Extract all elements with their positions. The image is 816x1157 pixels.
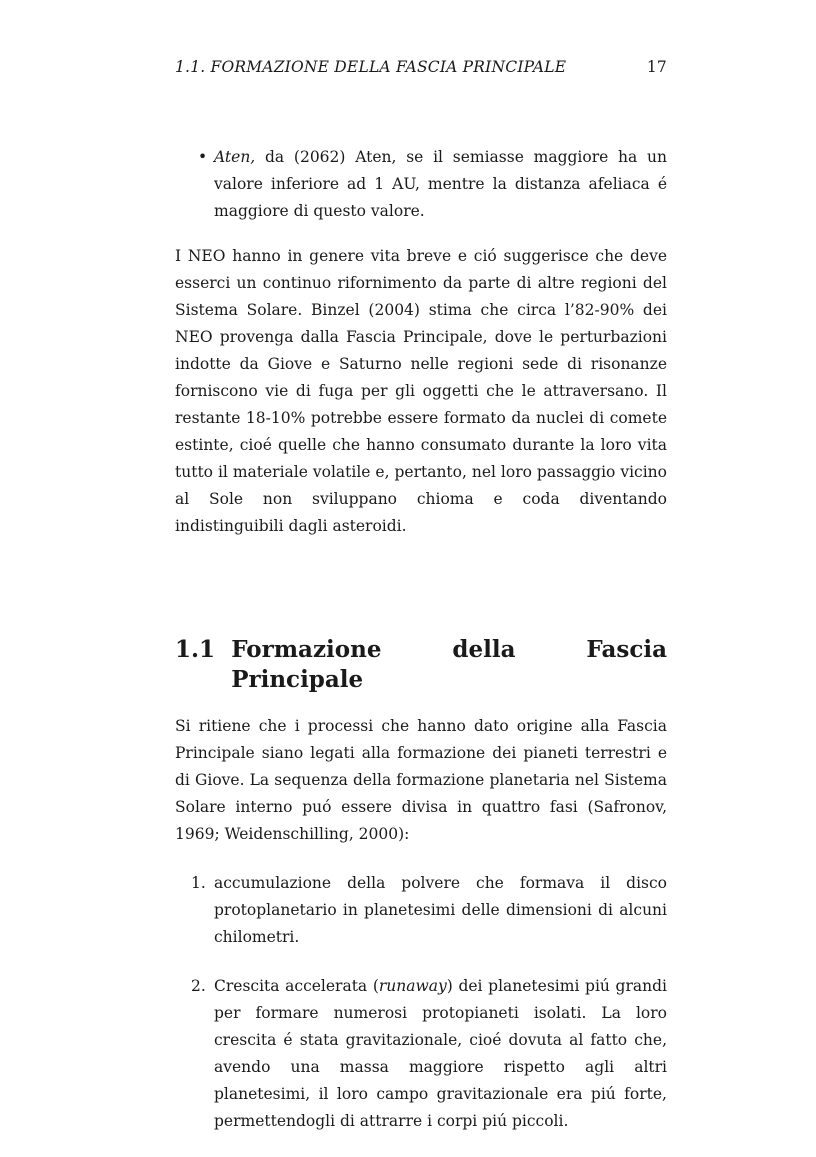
section-number: 1.1	[175, 636, 216, 663]
bullet-item-aten	[175, 144, 667, 225]
list-item-text-before: Crescita accelerata (	[214, 977, 379, 995]
list-item	[175, 870, 667, 951]
list-item-number: 1.	[191, 874, 206, 892]
list-item-number: 2.	[191, 977, 206, 995]
page-number: 17	[646, 58, 667, 76]
running-header-title: 1.1. FORMAZIONE DELLA FASCIA PRINCIPALE	[175, 58, 567, 76]
bullet-list	[175, 144, 667, 225]
paragraph-neo: I NEO hanno in genere vita breve e ció suggerisce che deve esserci un continuo rifornimento da parte di altre regioni del Sistema Solare. Binzel (2004) stima che circa l’82-90% dei NEO provenga dalla Fascia Principale, dove le perturbazioni indotte da Giove e Saturno nelle regioni sede di risonanze forniscono vie di fuga per gli oggetti che le attraversano. Il restante 18-10% potrebbe essere formato da nuclei di comete estinte, cioé quelle che hanno consumato durante la loro vita tutto il materiale volatile e, pertanto, nel loro passaggio vicino al Sole non sviluppano chioma e coda diventando indistinguibili dagli asteroidi.	[175, 247, 667, 535]
list-item-text: accumulazione della polvere che formava il disco protoplanetario in planetesimi delle dimensioni di alcuni chilometri.	[214, 874, 667, 946]
list-item-emphasis: runaway	[378, 977, 447, 995]
running-header	[175, 58, 667, 76]
section-title: Formazione della Fascia Principale	[231, 636, 667, 693]
phases-list	[175, 870, 667, 1135]
section-heading	[175, 635, 667, 695]
list-item	[175, 973, 667, 1135]
section-intro-paragraph: Si ritiene che i processi che hanno dato origine alla Fascia Principale siano legati alla formazione dei pianeti terrestri e di Giove. La sequenza della formazione planetaria nel Sistema Solare interno puó essere divisa in quattro fasi (Safronov, 1969; Weidenschilling, 2000):	[175, 717, 667, 843]
list-item-text-after: ) dei planetesimi piú grandi per formare numerosi protopianeti isolati. La loro crescita é stata gravitazionale, cioé dovuta al fatto che, avendo una massa maggiore rispetto agli altri planetesimi, il loro campo gravitazionale era piú forte, permettendogli di attrarre i corpi piú piccoli.	[214, 977, 667, 1130]
body-content	[175, 144, 667, 1157]
bullet-term: Aten,	[214, 148, 256, 166]
bullet-text: da (2062) Aten, se il semiasse maggiore ha un valore inferiore ad 1 AU, mentre la distanza afeliaca é maggiore di questo valore.	[214, 148, 667, 220]
bullet-mark: •	[198, 148, 208, 166]
